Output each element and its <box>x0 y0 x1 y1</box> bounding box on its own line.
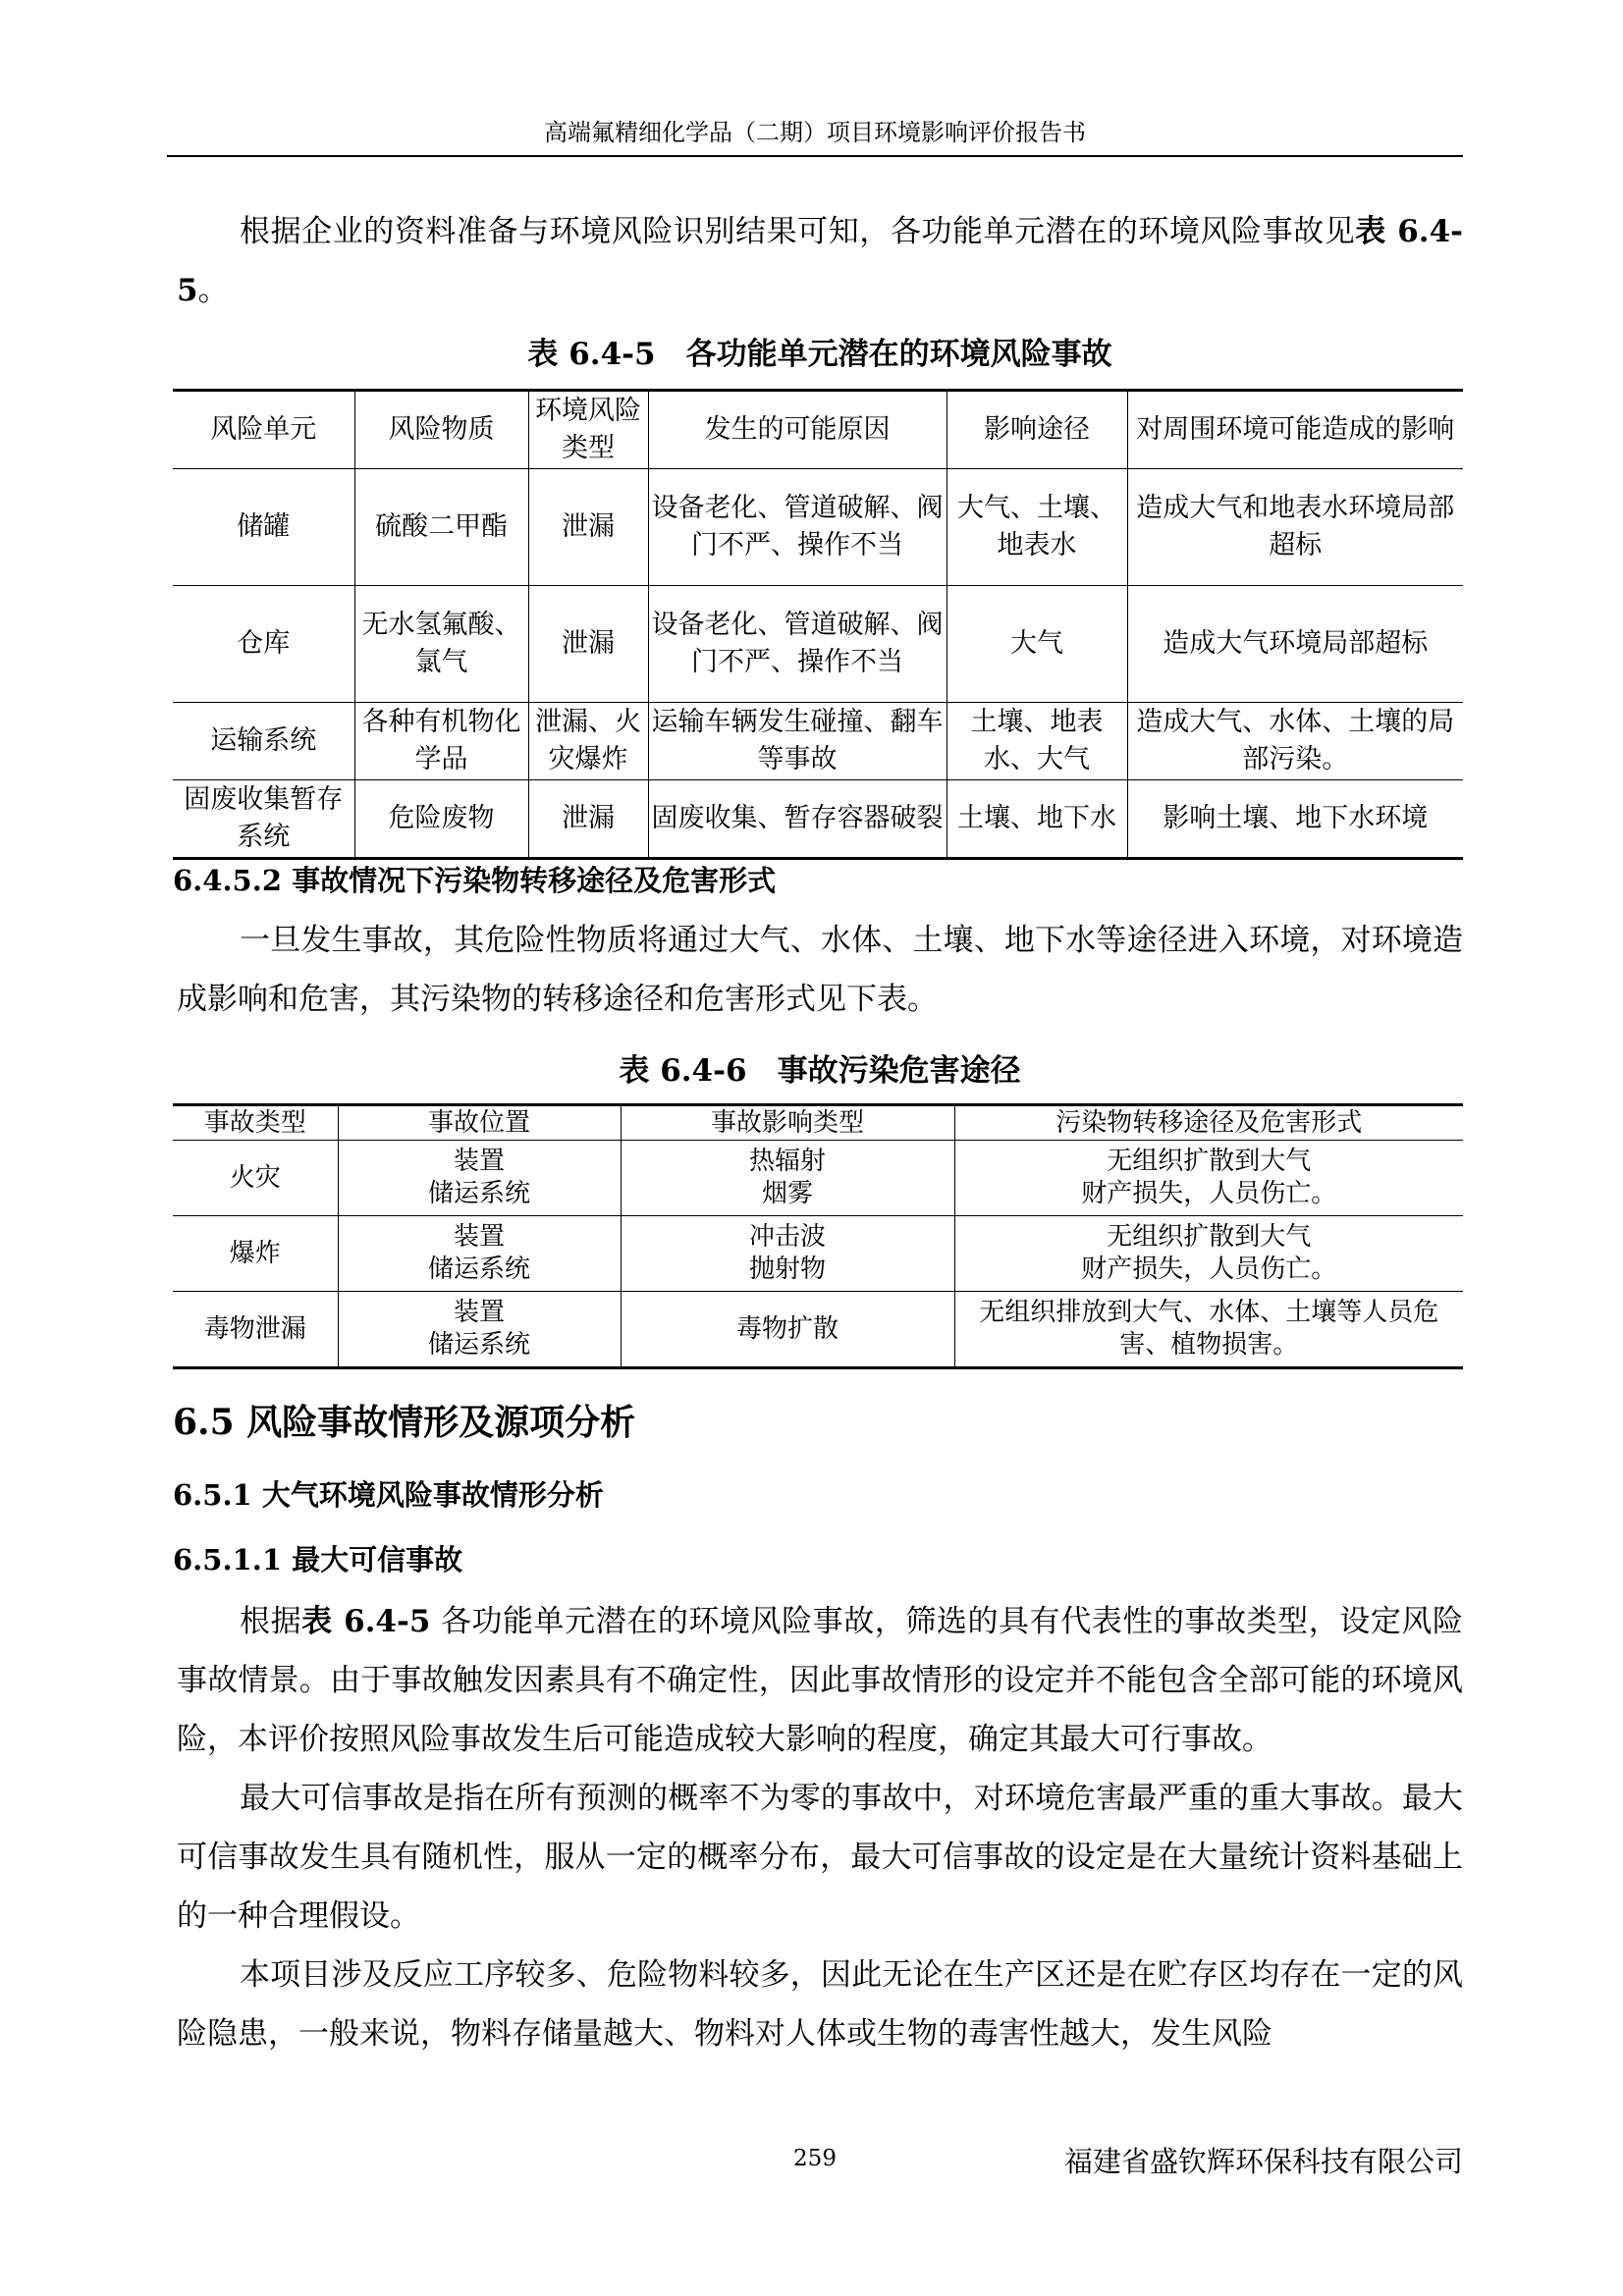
p1-text-rest: 各功能单元潜在的环境风险事故，筛选的具有代表性的事故类型，设定风险事故情景。由于事故触发因素具有不确定性，因此事故情形的设定并不能包含全部可能的环境风险，本评价按照风险事故发生后可能造成较大影响的程度，确定其最大可行事故。 <box>177 1604 1463 1757</box>
table-row <box>173 703 1463 780</box>
intro-text: 根据企业的资料准备与环境风险识别结果可知，各功能单元潜在的环境风险事故见 <box>240 214 1356 249</box>
path-cell <box>954 1216 1463 1292</box>
cell-line: 冲击波 <box>748 1222 826 1252</box>
table-row <box>173 469 1463 586</box>
table-cell: 影响土壤、地下水环境 <box>1127 780 1463 859</box>
cell-line: 毒物扩散 <box>735 1313 839 1344</box>
table-cell: 运输系统 <box>173 703 354 780</box>
table-cell: 运输车辆发生碰撞、翻车等事故 <box>648 703 947 780</box>
table-header-row <box>173 391 1463 469</box>
cell-line: 无组织扩散到大气 <box>1107 1222 1312 1252</box>
table-cell: 土壤、地表水、大气 <box>947 703 1127 780</box>
column-header: 风险单元 <box>173 391 354 469</box>
accident-type-cell: 火灾 <box>173 1141 338 1216</box>
section-6511-paragraph-3: 本项目涉及反应工序较多、危险物料较多，因此无论在生产区还是在贮存区均存在一定的风险隐患，一般来说，物料存储量越大、物料对人体或生物的毒害性越大，发生风险 <box>177 1957 1463 2052</box>
intro-text-end: 。 <box>197 273 229 308</box>
table-cell: 设备老化、管道破解、阀门不严、操作不当 <box>648 469 947 586</box>
table-row <box>173 586 1463 703</box>
accident-type-cell: 毒物泄漏 <box>173 1292 338 1368</box>
cell-line: 抛射物 <box>748 1255 826 1284</box>
table-cell: 各种有机物化学品 <box>354 703 528 780</box>
cell-line: 热辐射 <box>748 1147 826 1176</box>
column-header: 事故位置 <box>338 1105 621 1141</box>
column-header: 发生的可能原因 <box>648 391 947 469</box>
table-header-row <box>173 1105 1463 1141</box>
loc-cell <box>338 1141 621 1216</box>
cell-line: 储运系统 <box>427 1179 530 1208</box>
section-6511-title: 6.5.1.1 最大可信事故 <box>173 1543 463 1576</box>
running-header: 高端氟精细化学品（二期）项目环境影响评价报告书 <box>167 110 1463 157</box>
path-cell <box>954 1141 1463 1216</box>
table1-caption: 表 6.4-5 各功能单元潜在的环境风险事故 <box>527 337 1112 372</box>
table-row <box>173 1216 1463 1292</box>
table-row <box>173 1292 1463 1368</box>
cell-line: 财产损失，人员伤亡。 <box>1081 1255 1337 1284</box>
cell-line: 无组织排放到大气、水体、土壤等人员危害、植物损害。 <box>979 1298 1439 1360</box>
loc-cell <box>338 1216 621 1292</box>
path-cell <box>954 1292 1463 1368</box>
impact-cell <box>621 1292 954 1368</box>
table-cell: 危险废物 <box>354 780 528 859</box>
table-cell: 泄漏、火灾爆炸 <box>528 703 648 780</box>
section-6511-paragraph-1 <box>177 1592 1463 1769</box>
table-cell: 大气、土壤、地表水 <box>947 469 1127 586</box>
p1-table-ref: 表 6.4-5 <box>301 1604 431 1639</box>
company-name: 福建省盛钦辉环保科技有限公司 <box>1063 2145 1463 2178</box>
table-cell: 硫酸二甲酯 <box>354 469 528 586</box>
pollution-path-table <box>173 1103 1463 1369</box>
table-cell: 设备老化、管道破解、阀门不严、操作不当 <box>648 586 947 703</box>
cell-line: 无组织扩散到大气 <box>1107 1147 1312 1176</box>
p1-text-start: 根据 <box>240 1604 302 1639</box>
column-header: 污染物转移途径及危害形式 <box>954 1105 1463 1141</box>
cell-line: 储运系统 <box>427 1255 530 1284</box>
table-cell: 泄漏 <box>528 780 648 859</box>
table-cell: 固废收集、暂存容器破裂 <box>648 780 947 859</box>
column-header: 影响途径 <box>947 391 1127 469</box>
cell-line: 烟雾 <box>761 1179 813 1208</box>
table-cell: 造成大气、水体、土壤的局部污染。 <box>1127 703 1463 780</box>
accident-type-cell: 爆炸 <box>173 1216 338 1292</box>
section-6452-title: 6.4.5.2 事故情况下污染物转移途径及危害形式 <box>173 864 777 897</box>
cell-line: 储运系统 <box>427 1330 530 1360</box>
intro-paragraph <box>177 202 1463 320</box>
risk-accident-table <box>173 389 1463 860</box>
table-row <box>173 1141 1463 1216</box>
table-cell: 大气 <box>947 586 1127 703</box>
table-cell: 土壤、地下水 <box>947 780 1127 859</box>
table-cell: 储罐 <box>173 469 354 586</box>
impact-cell <box>621 1216 954 1292</box>
cell-line: 财产损失，人员伤亡。 <box>1081 1179 1337 1208</box>
cell-line: 装置 <box>453 1298 505 1327</box>
column-header: 事故影响类型 <box>621 1105 954 1141</box>
table-cell: 泄漏 <box>528 469 648 586</box>
intro-table-ref: 表 6.4-5 <box>177 214 1463 308</box>
column-header: 事故类型 <box>173 1105 338 1141</box>
cell-line: 装置 <box>453 1147 505 1176</box>
table-row <box>173 780 1463 859</box>
column-header: 风险物质 <box>354 391 528 469</box>
cell-line: 装置 <box>453 1222 505 1252</box>
section-65-title: 6.5 风险事故情形及源项分析 <box>173 1402 636 1443</box>
table-cell: 无水氢氟酸、氯气 <box>354 586 528 703</box>
table2-caption: 表 6.4-6 事故污染危害途径 <box>619 1053 1021 1089</box>
loc-cell <box>338 1292 621 1368</box>
column-header: 对周围环境可能造成的影响 <box>1127 391 1463 469</box>
section-6511-paragraph-2: 最大可信事故是指在所有预测的概率不为零的事故中，对环境危害最严重的重大事故。最大可信事故发生具有随机性，服从一定的概率分布，最大可信事故的设定是在大量统计资料基础上的一种合理假设。 <box>177 1781 1463 1934</box>
impact-cell <box>621 1141 954 1216</box>
table-cell: 仓库 <box>173 586 354 703</box>
column-header: 环境风险类型 <box>528 391 648 469</box>
section-6452-paragraph: 一旦发生事故，其危险性物质将通过大气、水体、土壤、地下水等途径进入环境，对环境造成影响和危害，其污染物的转移途径和危害形式见下表。 <box>177 923 1463 1017</box>
table-cell: 造成大气环境局部超标 <box>1127 586 1463 703</box>
table-cell: 泄漏 <box>528 586 648 703</box>
page-number: 259 <box>793 2146 837 2171</box>
section-651-title: 6.5.1 大气环境风险事故情形分析 <box>173 1478 604 1512</box>
table-cell: 造成大气和地表水环境局部超标 <box>1127 469 1463 586</box>
table-cell: 固废收集暂存系统 <box>173 780 354 859</box>
